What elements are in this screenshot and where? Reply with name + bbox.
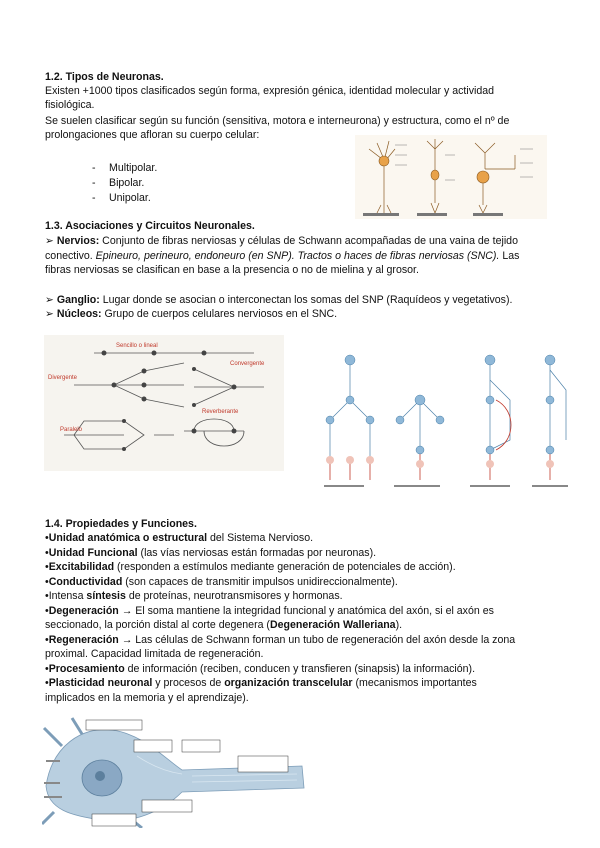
property-text: (mecanismos importantes (352, 677, 477, 689)
definition-text: Lugar donde se asocian o interconectan los somas del SNP (Raquídeos y vegetativos). (99, 294, 513, 306)
definition-text: Las (499, 250, 520, 262)
definition-text: Grupo de cuerpos celulares nerviosos en el SNC. (101, 308, 338, 320)
property-line (45, 618, 402, 633)
property-term: Excitabilidad (48, 561, 115, 573)
property-line (45, 531, 313, 546)
property-term: organización transcelular (224, 677, 353, 689)
bullet-dot: • (45, 634, 49, 646)
definition-text: Conjunto de fibras nerviosas y células de Schwann acompañadas de una vaina de tejido (99, 235, 518, 247)
term-nucleos: Núcleos: (56, 308, 102, 320)
property-text: Intensa (48, 590, 87, 602)
property-term: Unidad anatómica o estructural (48, 532, 208, 544)
paragraph-line: Existen +1000 tipos clasificados según forma, expresión génica, identidad molecular y actividad (45, 85, 495, 97)
nervios-line-3: fibras nerviosas se clasifican en base a la presencia o no de mielina y al grosor. (45, 264, 419, 276)
paragraph-line: prolongaciones que afloran su cuerpo celular: (45, 129, 260, 141)
property-line (45, 676, 477, 691)
circuit-label-paralelo: Paralelo (60, 427, 83, 433)
circuit-label-divergente: Divergente (48, 375, 78, 381)
property-term: Procesamiento (48, 663, 125, 675)
property-term: Degeneración Walleriana (269, 619, 396, 631)
property-line (45, 589, 343, 604)
property-text: del Sistema Nervioso. (207, 532, 314, 544)
neural-pools-diagram (320, 340, 570, 490)
property-text: seccionado, la porción distal al corte degenera ( (45, 619, 270, 631)
property-line (45, 546, 376, 561)
section-title-propiedades: 1.4. Propiedades y Funciones. (45, 518, 197, 530)
list-bullet: - (92, 177, 96, 189)
property-term: Conductividad (48, 576, 123, 588)
property-term: Plasticidad neuronal (48, 677, 153, 689)
bullet-dot: • (45, 561, 49, 573)
property-line (45, 604, 494, 619)
paragraph-line: Se suelen clasificar según su función (sensitiva, motora e interneurona) y estructura, como el nº de (45, 115, 510, 127)
property-line: proximal. Capacidad limitada de regeneración. (45, 648, 264, 660)
property-term: síntesis (86, 590, 126, 602)
neuron-cell-figure (42, 716, 312, 828)
nervios-line-2 (45, 249, 519, 264)
bullet-dot: • (45, 532, 49, 544)
neural-circuits-diagram (44, 335, 284, 471)
bullet-dot: • (45, 663, 49, 675)
property-text: de proteínas, neurotransmisores y hormonas. (125, 590, 343, 602)
definition-text: conectivo. (45, 250, 96, 262)
property-term: Degeneración (48, 605, 119, 617)
property-text: (las vías nerviosas están formadas por neuronas). (137, 547, 377, 559)
property-term: Regeneración (48, 634, 119, 646)
property-text: (responden a estímulos mediante generación de potenciales de acción). (114, 561, 456, 573)
ganglio-line (45, 293, 512, 308)
property-text: (son capaces de transmitir impulsos unidireccionalmente). (122, 576, 398, 588)
nervios-line-1 (45, 234, 518, 249)
property-term: Unidad Funcional (48, 547, 138, 559)
bullet-dot: • (45, 677, 49, 689)
property-text: de información (reciben, conducen y transfieren (sinapsis) la información). (124, 663, 476, 675)
bullet-dot: • (45, 605, 49, 617)
property-line (45, 560, 456, 575)
circuit-label-reverberante: Reverberante (202, 409, 239, 415)
circuit-label-convergente: Convergente (230, 361, 265, 367)
property-text: y procesos de (152, 677, 225, 689)
list-item: Multipolar. (109, 162, 158, 174)
term-nervios: Nervios: (56, 235, 100, 247)
definition-italic: Epineuro, perineuro, endoneuro (en SNP). Tractos o haces de fibras nerviosas (SNC). (95, 250, 500, 262)
term-ganglio: Ganglio: (56, 294, 100, 306)
property-line (45, 662, 475, 677)
section-title-tipos: 1.2. Tipos de Neuronas. (45, 71, 164, 83)
nucleos-line (45, 307, 337, 322)
list-bullet: - (92, 192, 96, 204)
list-bullet: - (92, 162, 96, 174)
bullet-dot: • (45, 576, 49, 588)
neuron-types-figure (355, 135, 547, 219)
arrow-bullet: ➢ (45, 308, 54, 320)
property-line: implicados en la memoria y el aprendizaje). (45, 692, 249, 704)
property-text: → El soma mantiene la integridad funcional y anatómica del axón, si el axón es (118, 605, 494, 617)
section-title-asociaciones: 1.3. Asociaciones y Circuitos Neuronales. (45, 220, 255, 232)
circuit-label-lineal: Sencillo o lineal (116, 343, 158, 349)
property-line (45, 575, 398, 590)
property-text: → Las células de Schwann forman un tubo de regeneración del axón desde la zona (118, 634, 516, 646)
paragraph-line: fisiológica. (45, 99, 95, 111)
bullet-dot: • (45, 590, 49, 602)
bullet-dot: • (45, 547, 49, 559)
property-line (45, 633, 515, 648)
arrow-bullet: ➢ (45, 235, 54, 247)
list-item: Unipolar. (109, 192, 151, 204)
arrow-bullet: ➢ (45, 294, 54, 306)
list-item: Bipolar. (109, 177, 145, 189)
property-text: ). (395, 619, 403, 631)
